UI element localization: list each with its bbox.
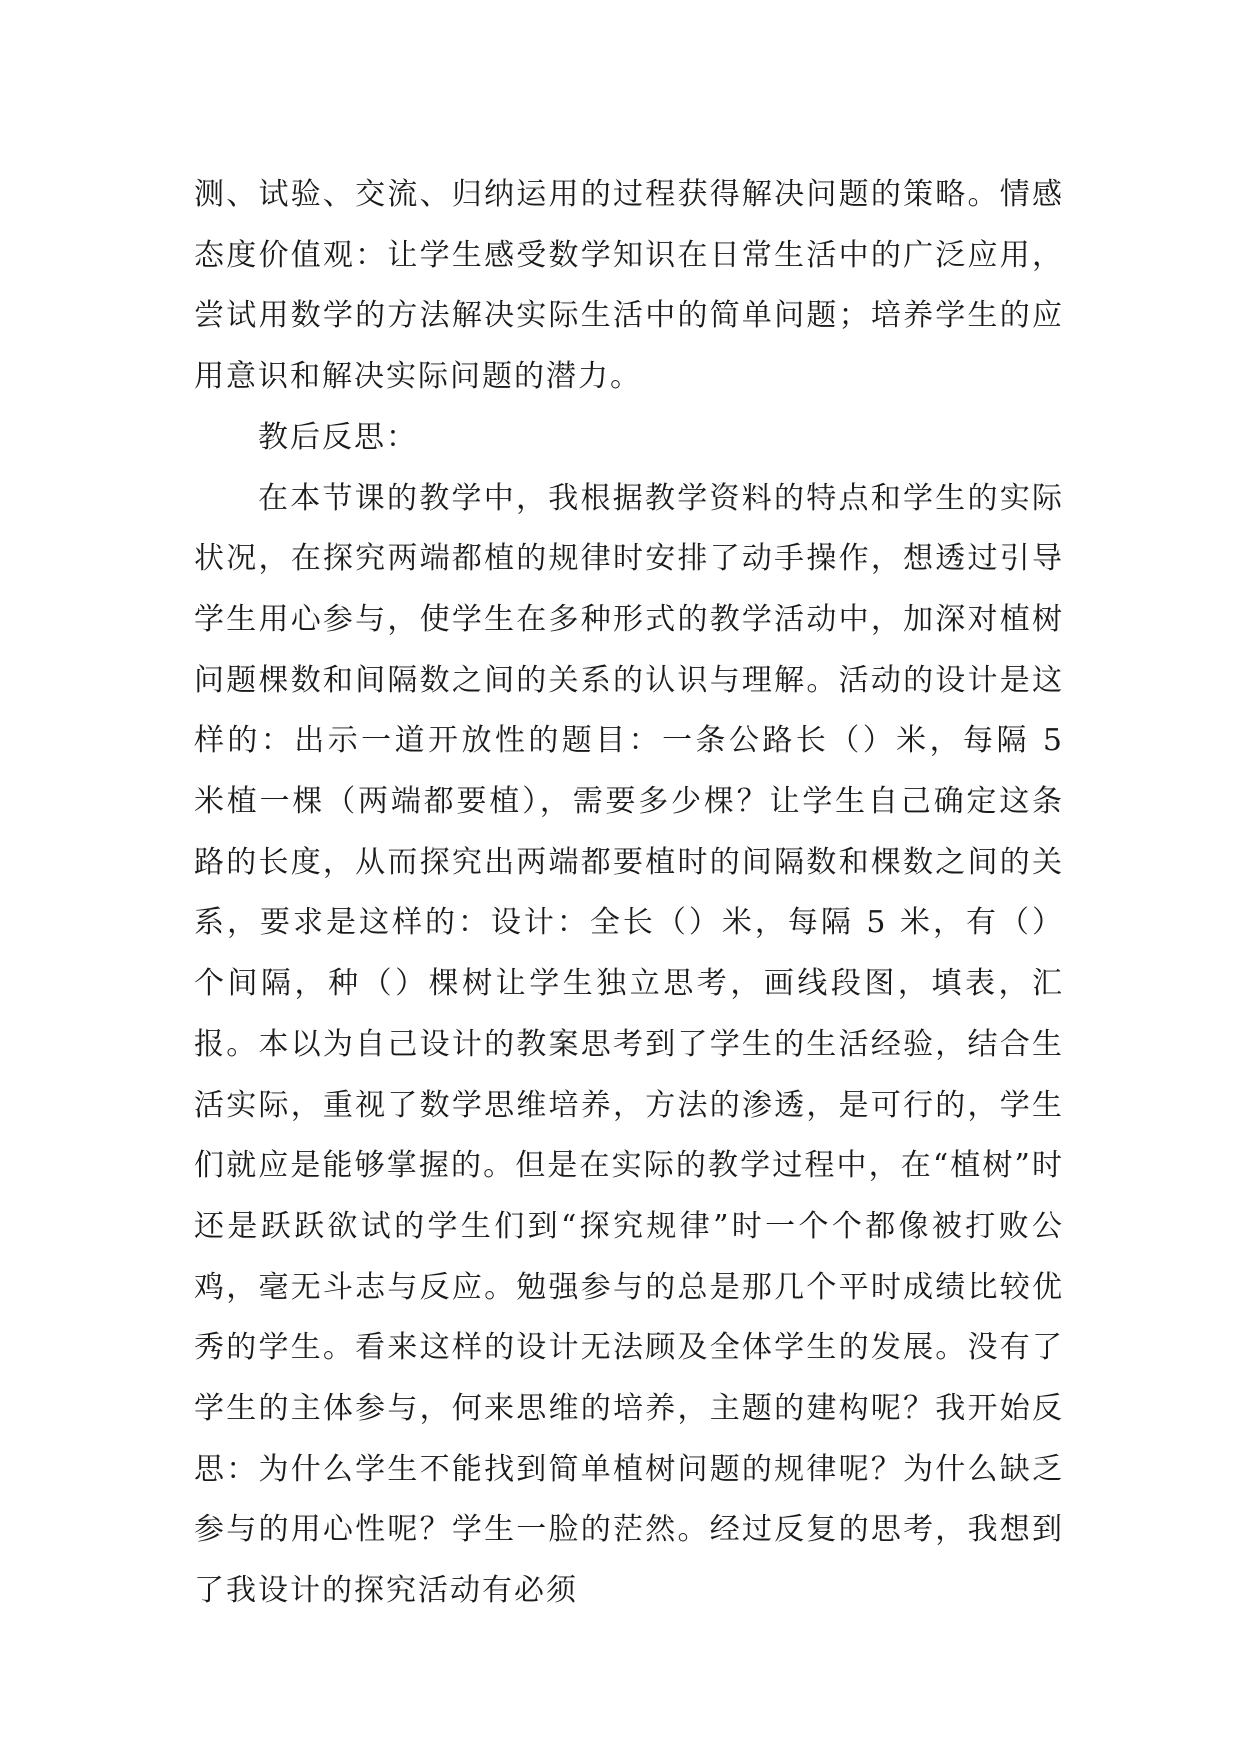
document-body: [194, 165, 1064, 1622]
paragraph-goals-continuation: 测、试验、交流、归纳运用的过程获得解决问题的策略。情感态度价值观：让学生感受数学知识在日常生活中的广泛应用，尝试用数学的方法解决实际生活中的简单问题；培养学生的应用意识和解决实际问题的潜力。: [194, 177, 1064, 395]
paragraph-reflection-body: 在本节课的教学中，我根据教学资料的特点和学生的实际状况，在探究两端都植的规律时安排了动手操作，想透过引导学生用心参与，使学生在多种形式的教学活动中，加深对植树问题棵数和间隔数之间的关系的认识与理解。活动的设计是这样的：出示一道开放性的题目：一条公路长（）米，每隔 5 米植一棵（两端都要植），需要多少棵？让学生自己确定这条路的长度，从而探究出两端都要植时的间隔数和棵数之间的关系，要求是这样的：设计：全长（）米，每隔 5 米，有（）个间隔，种（）棵树让学生独立思考，画线段图，填表，汇报。本以为自己设计的教案思考到了学生的生活经验，结合生活实际，重视了数学思维培养，方法的渗透，是可行的，学生们就应是能够掌握的。但是在实际的教学过程中，在“植树”时还是跃跃欲试的学生们到“探究规律”时一个个都像被打败公鸡，毫无斗志与反应。勉强参与的总是那几个平时成绩比较优秀的学生。看来这样的设计无法顾及全体学生的发展。没有了学生的主体参与，何来思维的培养，主题的建构呢？我开始反思：为什么学生不能找到简单植树问题的规律呢？为什么缺乏参与的用心性呢？学生一脸的茫然。经过反复的思考，我想到了我设计的探究活动有必须: [194, 480, 1064, 1609]
paragraph-reflection-heading: 教后反思：: [258, 419, 418, 455]
